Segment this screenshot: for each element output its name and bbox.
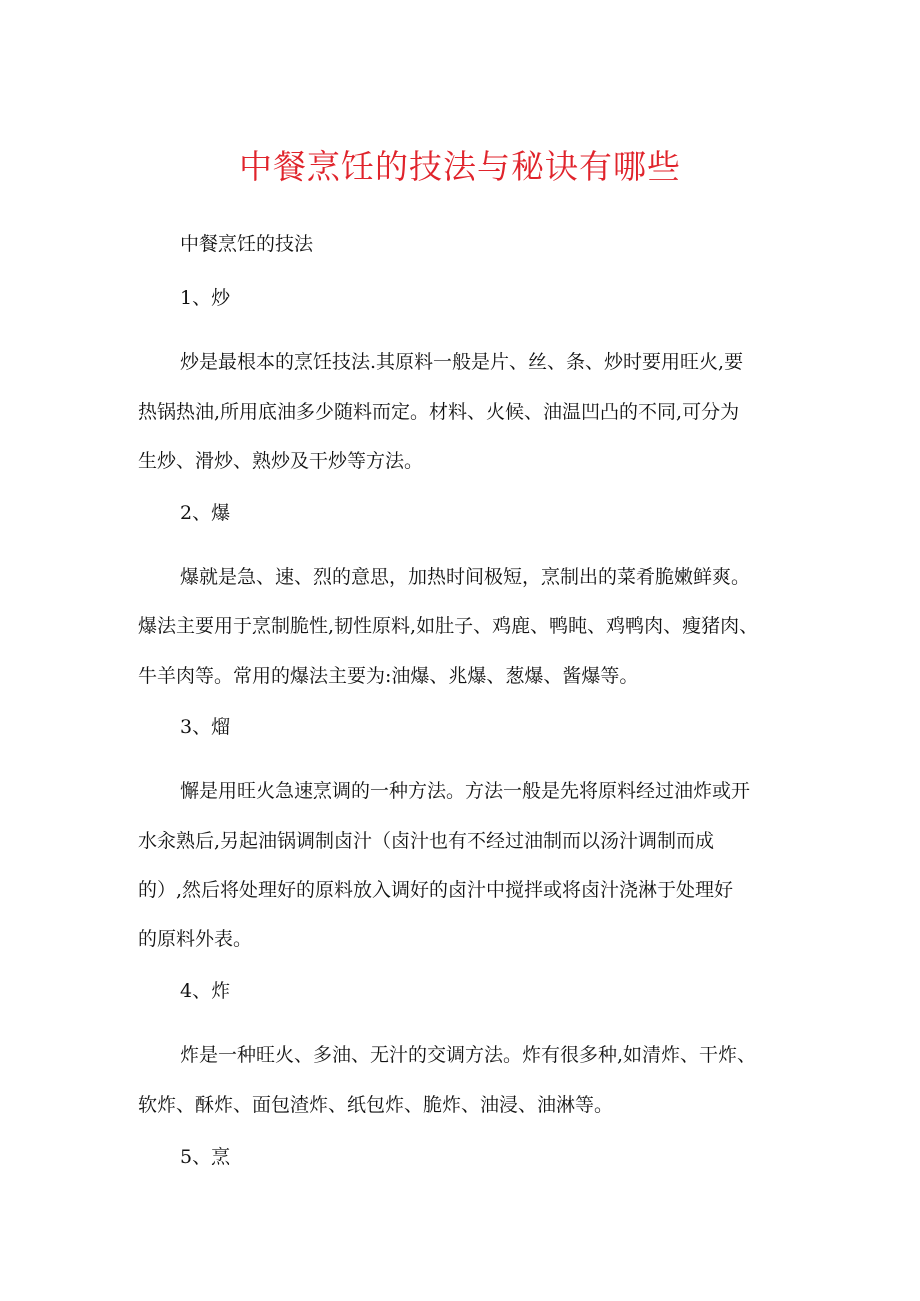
paragraph-line: 爆就是急、速、烈的意思，加热时间极短，烹制出的菜肴脆嫩鲜爽。 [180,566,751,588]
paragraph-line: 的）,然后将处理好的原料放入调好的卤汁中搅拌或将卤汁浇淋于处理好 [138,879,734,901]
paragraph-line: 的原料外表。 [138,928,253,950]
document-title: 中餐烹饪的技法与秘诀有哪些 [239,147,681,186]
paragraph-line: 牛羊肉等。常用的爆法主要为:油爆、兆爆、葱爆、酱爆等。 [138,665,639,687]
paragraph-line: 生炒、滑炒、熟炒及干炒等方法。 [138,450,424,472]
section-heading-2: 2、爆 [180,502,231,524]
section-heading-4: 4、炸 [180,980,231,1002]
section-heading-1: 1、炒 [180,287,231,309]
paragraph-line: 炸是一种旺火、多油、无汁的交调方法。炸有很多种,如清炸、干炸、 [180,1044,757,1066]
paragraph-line: 爆法主要用于烹制脆性,韧性原料,如肚子、鸡鹿、鸭盹、鸡鸭肉、瘦猪肉、 [138,615,759,637]
section-subtitle: 中餐烹饪的技法 [180,233,314,255]
section-heading-3: 3、熘 [180,716,231,738]
paragraph-line: 热锅热油,所用底油多少随料而定。材料、火候、油温凹凸的不同,可分为 [138,401,740,423]
paragraph-line: 懈是用旺火急速烹调的一种方法。方法一般是先将原料经过油炸或开 [180,780,751,802]
paragraph-line: 软炸、酥炸、面包渣炸、纸包炸、脆炸、油浸、油淋等。 [138,1094,614,1116]
section-heading-5: 5、烹 [180,1146,231,1168]
paragraph-line: 水汆熟后,另起油锅调制卤汁（卤汁也有不经过油制而以汤汁调制而成 [138,830,715,852]
paragraph-line: 炒是最根本的烹饪技法.其原料一般是片、丝、条、炒时要用旺火,要 [180,351,744,373]
